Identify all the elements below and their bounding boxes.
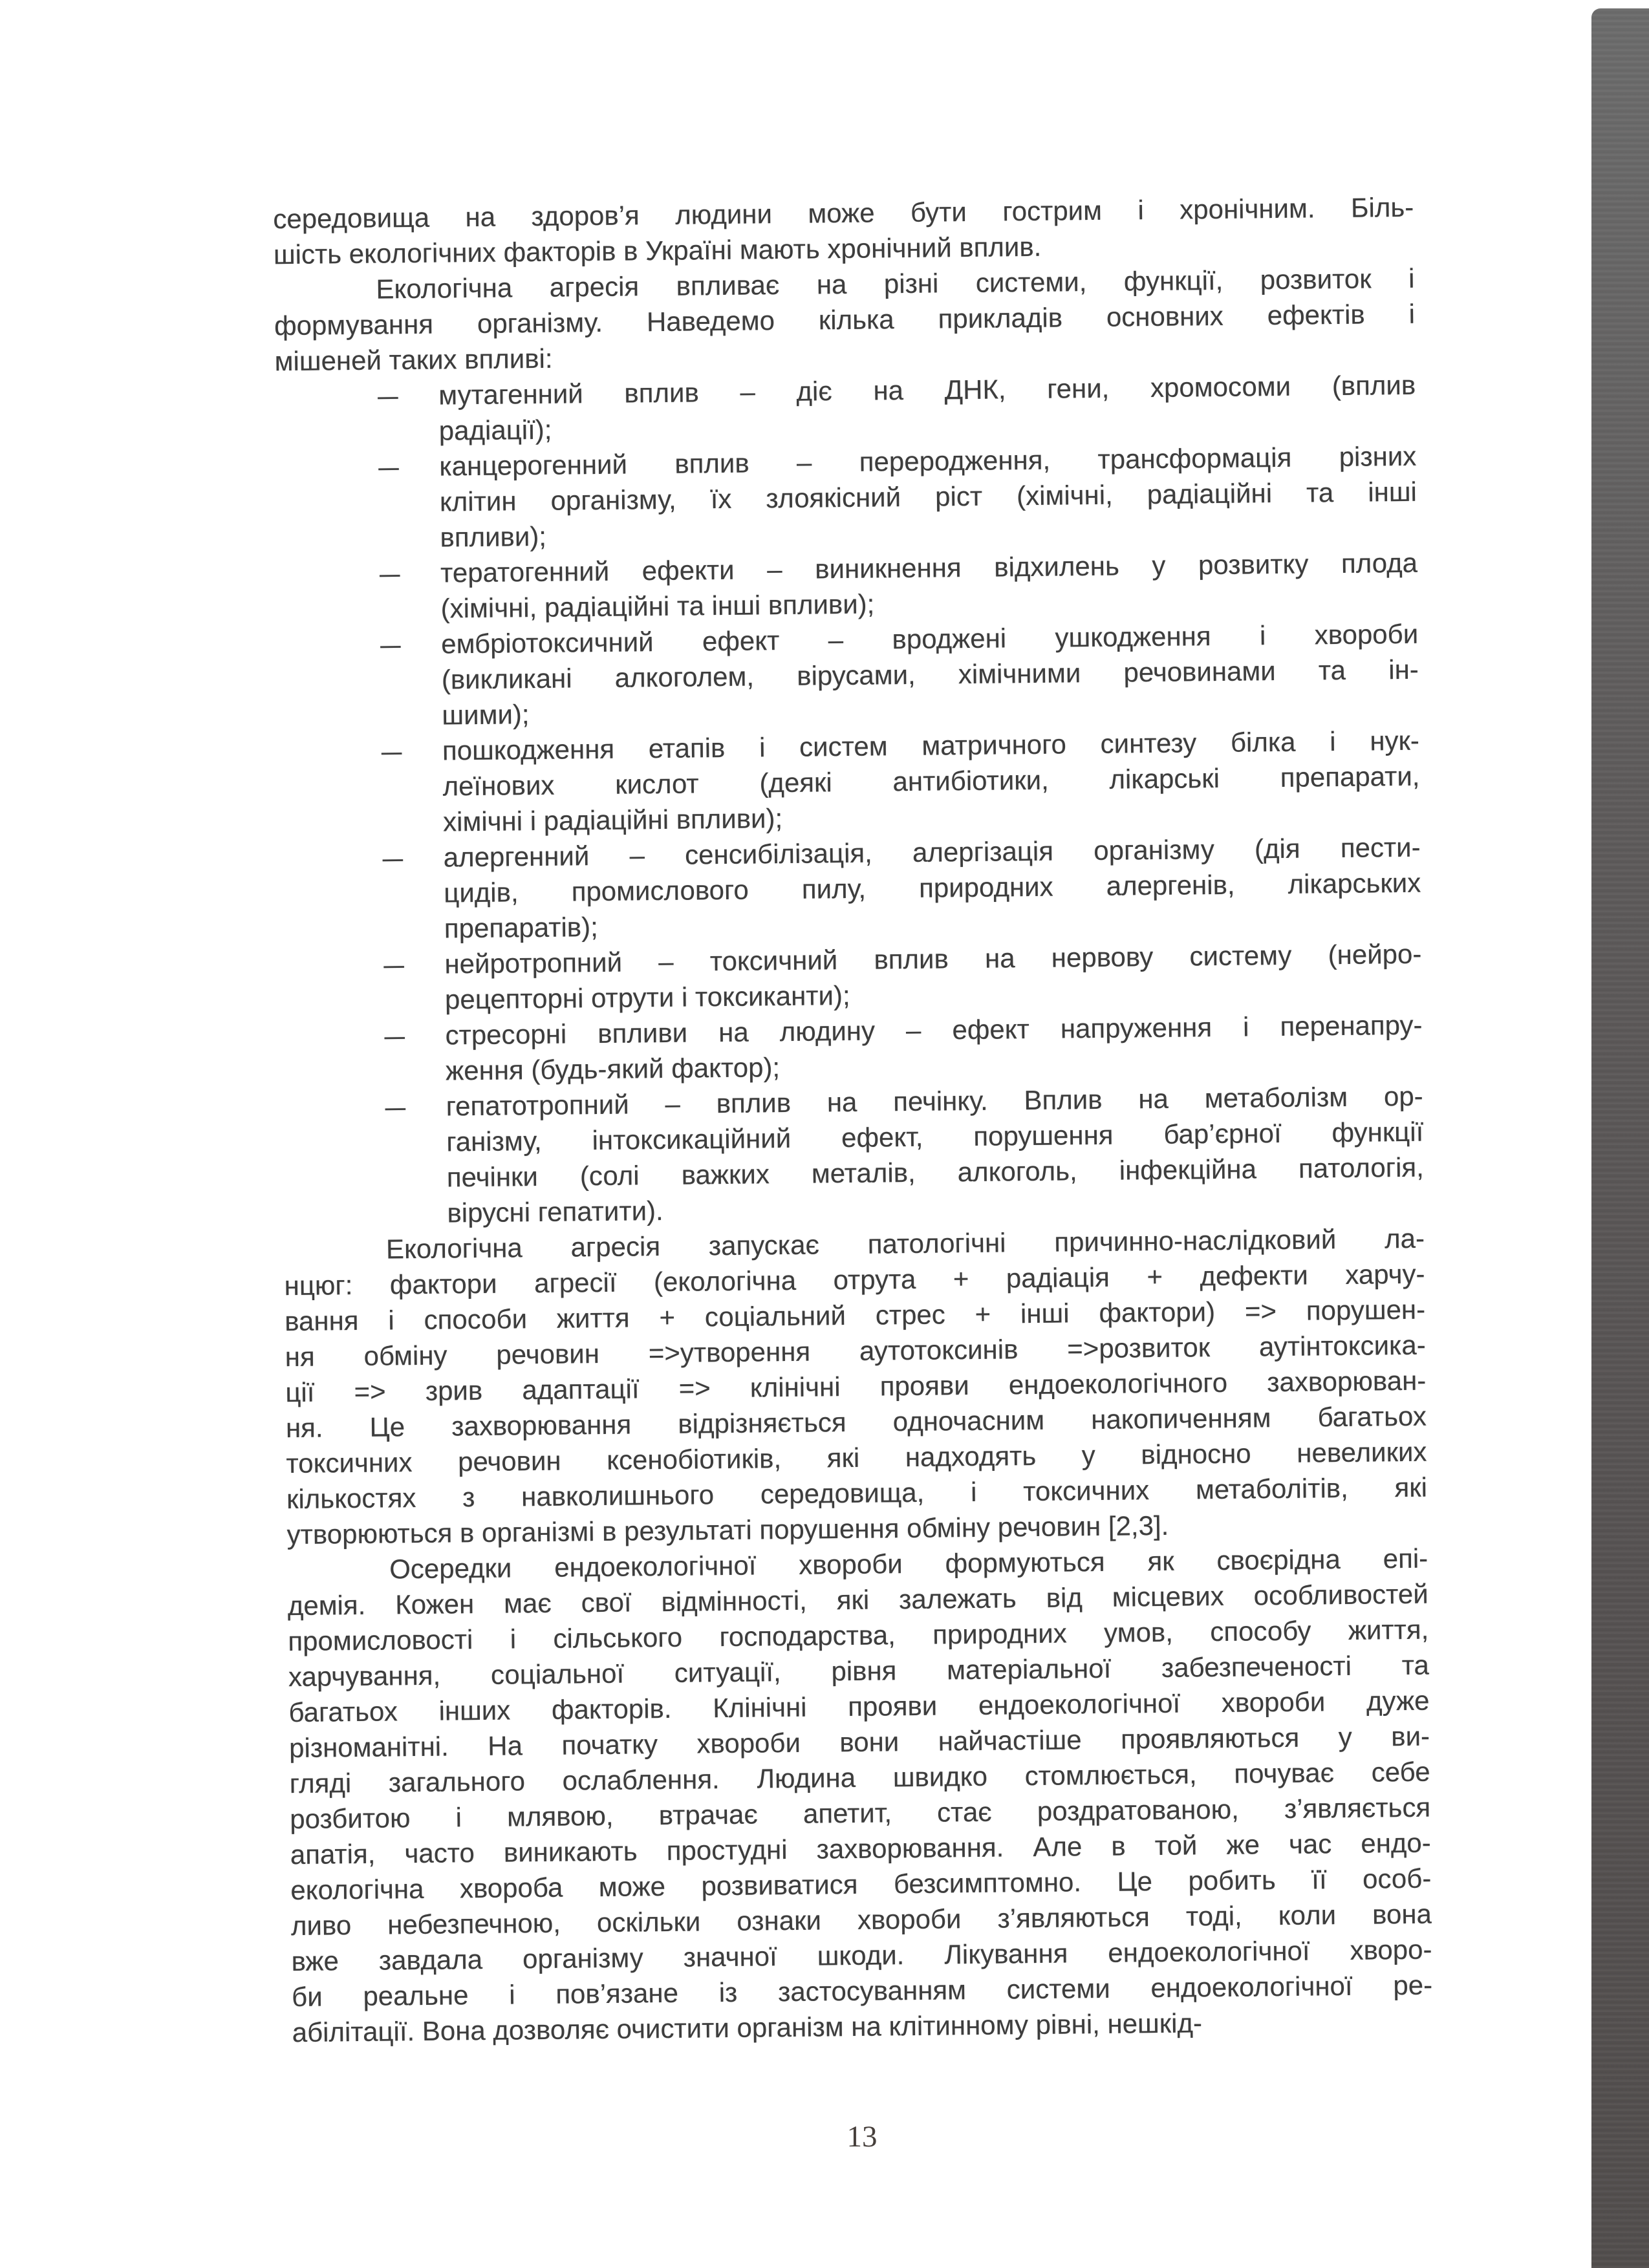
text-line: промисловості і сільського господарства, природних умов, способу життя, [288,1614,1429,1657]
text-line: пошкодження етапів і систем матричного синтезу білка і нук- [442,725,1420,766]
scan-gutter-bar [1591,8,1649,2268]
text-line: ганізму, інтоксикаційний ефект, порушення бар’єрної функції [446,1116,1424,1157]
text-line: ливо небезпечною, оскільки ознаки хвороби з’являються тоді, коли вона [290,1898,1432,1942]
text-line: вже завдала організму значної шкоди. Лікування ендоекологічної хворо- [291,1934,1432,1977]
text-line: Екологічна агресія запускає патологічні причинно-наслідковий ла- [385,1223,1425,1265]
list-item-dash: – [377,380,398,411]
text-line: (викликані алкоголем, вірусами, хімічними речовинами та ін- [441,654,1419,695]
text-line: вання і способи життя + соціальний стрес + інші фактори) => порушен- [284,1294,1426,1337]
list-item-dash: – [378,451,400,482]
list-item [279,723,1421,841]
text-line: ня обміну речовин =>утворення аутотоксинів =>розвиток аутінтоксика- [285,1329,1426,1373]
text-line: цидів, промислового пилу, природних алергенів, лікарських [444,867,1421,908]
text-line: Осередки ендоекологічної хвороби формуються як своєрідна епі- [389,1543,1428,1585]
text-line: рецепторні отрути і токсиканти); [444,979,850,1015]
list-item [277,616,1419,734]
text-line: тератогенний ефекти – виникнення відхилень у розвитку плода [440,547,1418,588]
list-item-dash: – [384,1020,405,1051]
text-line: печінки (солі важких металів, алкоголь, інфекційна патологія, [446,1151,1425,1193]
list-item [279,829,1421,948]
text-line: харчування, соціальної ситуації, рівня матеріальної забезпеченості та [288,1649,1430,1693]
list-item [281,1007,1423,1090]
text-line: мішеней таких впливі: [274,343,553,377]
text-line: канцерогенний вплив – переродження, трансформація різних [439,440,1417,482]
text-line: (хімічні, радіаційні та інші впливи); [440,588,875,624]
text-line: ції => зрив адаптації => клінічні прояви ендоекологічного захворюван- [285,1365,1427,1408]
paragraph [274,261,1416,379]
text-line: різноманітні. На початку хвороби вони найчастіше проявляються у ви- [288,1720,1430,1764]
text-line: утворюються в організмі в результаті порушення обміну речовин [2,3]. [286,1510,1169,1550]
list-item [281,936,1422,1019]
text-line: кількостях з навколишнього середовища, і токсичних метаболітів, які [286,1471,1428,1515]
list-item [282,1078,1424,1232]
text-line: ження (будь-який фактор); [445,1052,781,1086]
list-item-dash: – [380,629,401,660]
text-line: мутагенний вплив – діє на ДНК, гени, хромосоми (вплив [438,369,1416,411]
text-line: розбитою і млявою, втрачає апетит, стає роздратованою, з’являється [290,1792,1431,1835]
text-line: екологічна хвороба може розвиватися безсимптомно. Це робить її особ- [290,1863,1432,1906]
list-item-dash: – [379,558,400,589]
text-line: ембріотоксичний ефект – вроджені ушкодження і хвороби [440,618,1419,659]
list-item-dash: – [381,736,402,767]
list-item [275,438,1417,557]
text-line: апатія, часто виникають простудні захворювання. Але в той же час ендо- [290,1827,1431,1870]
text-line: формування організму. Наведемо кілька прикладів основних ефектів і [274,298,1416,341]
paragraph [287,1541,1433,2050]
text-line: радіації); [438,414,552,446]
text-line: стресорні впливи на людину – ефект напруження і перенапру- [445,1009,1423,1051]
text-line: ня. Це захворювання відрізняється одночасним накопиченням багатьох [285,1400,1427,1444]
text-line: Екологічна агресія впливає на різні системи, функції, розвиток і [376,262,1415,305]
list-item-dash: – [382,842,404,873]
list-item-dash: – [385,1091,406,1122]
text-line: демія. Кожен має свої відмінності, які залежать від місцевих особливостей [287,1578,1428,1621]
text-line: середовища на здоров’я людини може бути гострим і хронічним. Біль- [273,191,1414,235]
paragraph [284,1221,1428,1552]
text-line: препаратів); [444,912,598,944]
text-line: багатьох інших факторів. Клінічні прояви ендоекологічної хвороби дуже [288,1685,1430,1728]
text-line: вірусні гепатити). [447,1195,663,1228]
text-line: шими); [442,699,530,731]
text-line: гляді загального ослаблення. Людина швидко стомлюється, почуває себе [289,1756,1430,1799]
text-line: хімічні і радіаційні впливи); [442,803,783,837]
text-line: шість екологічних факторів в Україні мають хронічний вплив. [273,231,1042,270]
paragraph [273,189,1414,272]
text-line: впливи); [440,520,547,553]
body-text-block [273,189,1433,2050]
text-line: гепатотропний – вплив на печінку. Вплив на метаболізм ор- [446,1080,1423,1122]
list-item [277,545,1418,628]
page-number: 13 [846,2120,878,2154]
text-line: нцюг: фактори агресії (екологічна отрута + радіація + дефекти харчу- [284,1258,1425,1301]
text-line: клітин організму, їх злоякісний ріст (хімічні, радіаційні та інші [439,476,1417,517]
text-line: абілітації. Вона дозволяє очистити організм на клітинному рівні, нешкід- [292,2007,1203,2048]
text-line: нейротропний – токсичний вплив на нервову систему (нейро- [444,938,1422,979]
list-item-dash: – [383,949,405,980]
text-line: алергенний – сенсибілізація, алергізація організму (дія пести- [443,831,1421,873]
text-line: би реальне і пов’язане із застосуванням системи ендоекологічної ре- [291,1969,1433,2013]
text-line: леїнових кислот (деякі антибіотики, лікарські препарати, [442,760,1420,802]
text-line: токсичних речовин ксенобіотиків, які надходять у відносно невеликих [286,1436,1427,1479]
list-item [275,367,1416,450]
